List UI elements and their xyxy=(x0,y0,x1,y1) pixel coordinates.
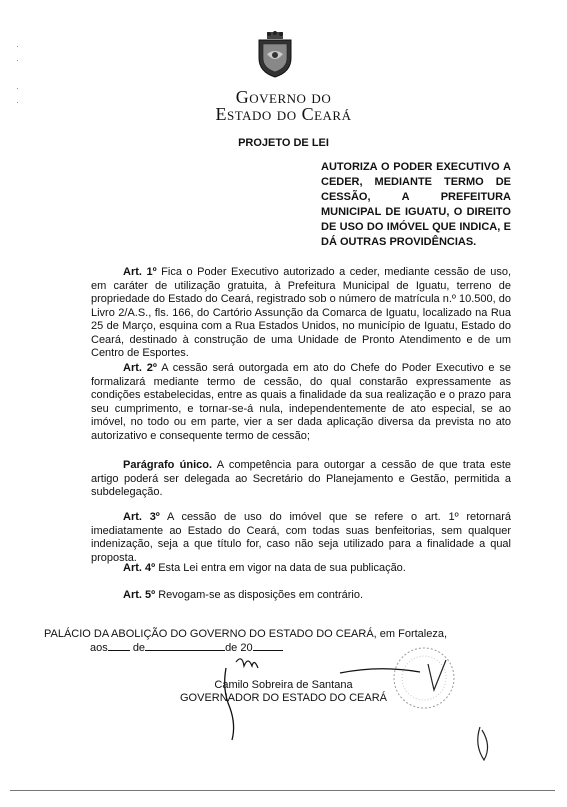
article-text: A competência para outorgar a cessão de que trata este artigo poderá ser delegada ao Secretário do Planejamento e Gestão, permitida a subdelegação. xyxy=(91,459,512,498)
date-year: de 20 xyxy=(225,642,253,654)
article-text: A cessão de uso do imóvel que se refere o art. 1º retornará imediatamente ao Estado do Ceará, com todas suas benfeitorias, sem qualquer indenização, seja a que título for, caso não seja utilizado para a finalidade a qual proposta. xyxy=(91,511,511,564)
header-line-2: Estado do Ceará xyxy=(215,104,352,124)
article-label: Parágrafo único. xyxy=(123,459,213,471)
article-label: Art. 2º xyxy=(123,362,157,374)
article-text: A cessão será outorgada em ato do Chefe do Poder Executivo e se formalizará mediante termo de cessão, do qual constarão expressamente as condições estabelecidas, entre as quais a finalidade da sua realização e o prazo para seu cumprimento, e tornar-se-á nula, independentemente de ato especial, se ao imóvel, no todo ou em parte, vier a ser dada aplicação diversa da prevista no ato autorizativo e consequente termo de cessão; xyxy=(91,362,512,442)
closing-line: PALÁCIO DA ABOLIÇÃO DO GOVERNO DO ESTADO DO CEARÁ, em Fortaleza, xyxy=(44,628,448,640)
header-line-1: Governo do xyxy=(235,87,332,107)
document-title: PROJETO DE LEI xyxy=(238,137,329,149)
stamp-icon xyxy=(394,648,454,708)
article-label: Art. 5º xyxy=(123,589,156,601)
ementa: AUTORIZA O PODER EXECUTIVO A CEDER, MEDIANTE TERMO DE CESSÃO, A PREFEITURA MUNICIPAL DE IGUATU, O DIREITO DE USO DO IMÓVEL QUE INDICA, E DÁ OUTRAS PROVIDÊNCIAS. xyxy=(321,161,511,248)
footer-divider xyxy=(10,790,555,791)
article-label: Art. 3º xyxy=(123,511,160,523)
signer-name: Camilo Sobreira de Santana xyxy=(214,679,353,691)
article-text: Revogam-se as disposições em contrário. xyxy=(158,589,364,601)
initial-mark xyxy=(478,727,488,760)
scan-marks: · · · · xyxy=(16,42,19,107)
signature-stroke xyxy=(340,669,420,673)
article-text: Fica o Poder Executivo autorizado a ceder, mediante cessão de uso, em caráter de utilização gratuita, à Prefeitura Municipal de Iguatu, terreno de propriedade do Estado do Ceará, registrado sob o número de matrícula n.º 10.500, do Livro 2/A.S., fls. 166, do Cartório Assunção da Comarca de Iguatu, localizado na Rua 25 de Março, esquina com a Rua Estados Unidos, no município de Iguatu, Estado do Ceará, destinado à construção de uma Unidade de Pronto Atendimento e de um Centro de Esportes. xyxy=(91,266,512,359)
signature-stroke xyxy=(236,659,258,668)
initial-stroke xyxy=(428,660,446,690)
article-label: Art. 1º xyxy=(123,266,157,278)
article-label: Art. 4º xyxy=(123,562,156,574)
date-aos: aos xyxy=(90,642,108,654)
date-de: de xyxy=(132,642,146,654)
signer-title: GOVERNADOR DO ESTADO DO CEARÁ xyxy=(180,692,387,704)
signature-stroke xyxy=(225,668,234,740)
article-text: Esta Lei entra em vigor na data de sua publicação. xyxy=(158,562,406,574)
